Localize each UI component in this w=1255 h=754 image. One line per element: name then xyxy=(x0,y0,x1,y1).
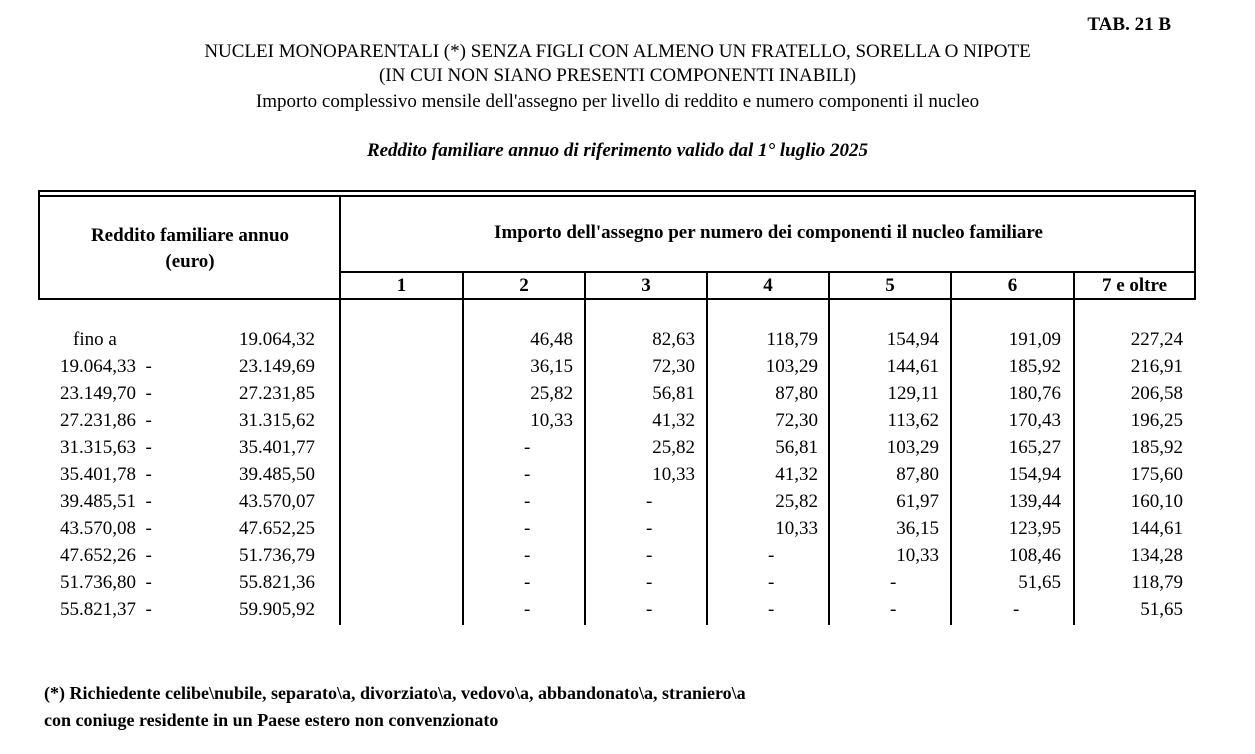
amount-cell: 25,82 xyxy=(775,491,818,512)
amount-cell: 180,76 xyxy=(1008,383,1061,404)
top-border xyxy=(38,190,1196,192)
amount-cell: 36,15 xyxy=(896,518,939,539)
amount-cell: - xyxy=(768,545,775,566)
amount-cell: - xyxy=(890,599,897,620)
income-header xyxy=(40,223,340,275)
table-row xyxy=(38,326,1196,353)
income-from: 47.652,26 - xyxy=(60,545,152,566)
amount-cell: 10,33 xyxy=(775,518,818,539)
income-from: 39.485,51 - xyxy=(60,491,152,512)
amount-cell: 175,60 xyxy=(1130,464,1183,485)
amount-cell: - xyxy=(890,572,897,593)
amount-cell: 123,95 xyxy=(1008,518,1061,539)
amount-cell: - xyxy=(646,545,653,566)
columns-divider xyxy=(38,298,1196,300)
amount-cell: 51,65 xyxy=(1140,599,1183,620)
amount-cell: 41,32 xyxy=(775,464,818,485)
amount-cell: 118,79 xyxy=(766,329,818,350)
income-to: 27.231,85 xyxy=(239,383,315,404)
amount-cell: 134,28 xyxy=(1130,545,1183,566)
amount-cell: - xyxy=(646,491,653,512)
column-header: 5 xyxy=(885,275,895,296)
income-from: 35.401,78 - xyxy=(60,464,152,485)
income-from: 43.570,08 - xyxy=(60,518,152,539)
amount-cell: 51,65 xyxy=(1018,572,1061,593)
column-header: 1 xyxy=(396,275,407,296)
amount-cell: - xyxy=(768,572,775,593)
amount-cell: 206,58 xyxy=(1130,383,1183,404)
page-title: NUCLEI MONOPARENTALI (*) SENZA FIGLI CON ALMENO UN FRATELLO, SORELLA O NIPOTE xyxy=(204,41,1031,62)
amount-cell: 103,29 xyxy=(765,356,818,377)
amount-cell: - xyxy=(524,572,531,593)
amount-cell: 196,25 xyxy=(1130,410,1183,431)
header-divider xyxy=(341,271,1196,273)
income-to: 55.821,36 xyxy=(239,572,315,593)
top-border-inner xyxy=(38,195,1196,197)
amount-cell: 87,80 xyxy=(896,464,939,485)
amount-cell: 103,29 xyxy=(886,437,939,458)
amount-cell: 72,30 xyxy=(652,356,695,377)
column-header: 3 xyxy=(641,275,651,296)
right-border xyxy=(1194,190,1196,300)
amount-cell: - xyxy=(1013,599,1020,620)
amount-cell: - xyxy=(524,437,531,458)
income-to: 51.736,79 xyxy=(239,545,315,566)
page-subtitle: Reddito familiare annuo di riferimento valido dal 1° luglio 2025 xyxy=(366,140,869,161)
amount-cell: 87,80 xyxy=(775,383,818,404)
amount-cell: - xyxy=(646,599,653,620)
amount-cell: 46,48 xyxy=(530,329,573,350)
amount-cell: 191,09 xyxy=(1008,329,1061,350)
amount-cell: 113,62 xyxy=(887,410,939,431)
table-row xyxy=(38,461,1196,488)
amount-cell: - xyxy=(524,491,531,512)
amount-cell: - xyxy=(768,599,775,620)
amount-cell: 185,92 xyxy=(1008,356,1061,377)
column-header: 7 e oltre xyxy=(1101,275,1168,296)
table-row xyxy=(38,380,1196,407)
amount-cell: 56,81 xyxy=(652,383,695,404)
amount-cell: - xyxy=(524,518,531,539)
amount-cell: 36,15 xyxy=(530,356,573,377)
amount-cell: 154,94 xyxy=(886,329,939,350)
income-header-line1: Reddito familiare annuo xyxy=(90,225,290,246)
amount-cell: 108,46 xyxy=(1008,545,1061,566)
amount-cell: 227,24 xyxy=(1130,329,1183,350)
amount-cell: 10,33 xyxy=(530,410,573,431)
amount-cell: 72,30 xyxy=(775,410,818,431)
amount-cell: - xyxy=(524,545,531,566)
income-header-line2: (euro) xyxy=(165,251,215,272)
table-row xyxy=(38,542,1196,569)
amount-cell: 25,82 xyxy=(530,383,573,404)
amount-cell: 41,32 xyxy=(652,410,695,431)
column-header: 2 xyxy=(519,275,529,296)
amount-cell: 216,91 xyxy=(1130,356,1183,377)
amount-cell: 10,33 xyxy=(652,464,695,485)
table-row xyxy=(38,434,1196,461)
amount-cell: 185,92 xyxy=(1130,437,1183,458)
income-to: 19.064,32 xyxy=(239,329,315,350)
amount-cell: - xyxy=(524,599,531,620)
page-description: Importo complessivo mensile dell'assegno per livello di reddito e numero componenti il nucleo xyxy=(255,91,980,112)
table-row xyxy=(38,596,1196,623)
column-header: 6 xyxy=(1007,275,1018,296)
income-from: fino a xyxy=(73,329,117,350)
table-row xyxy=(38,569,1196,596)
income-to: 59.905,92 xyxy=(239,599,315,620)
footnote-line1: (*) Richiedente celibe\nubile, separato\a, divorziato\a, vedovo\a, abbandonato\a, straniero\a xyxy=(44,683,746,703)
income-from: 31.315,63 - xyxy=(60,437,152,458)
amount-cell: 165,27 xyxy=(1008,437,1061,458)
amount-cell: - xyxy=(646,518,653,539)
amount-cell: 61,97 xyxy=(896,491,939,512)
table-row xyxy=(38,353,1196,380)
amount-cell: 10,33 xyxy=(896,545,939,566)
income-from: 27.231,86 - xyxy=(60,410,152,431)
table-row xyxy=(38,488,1196,515)
amount-cell: 139,44 xyxy=(1008,491,1061,512)
table-row xyxy=(38,515,1196,542)
amount-cell: 154,94 xyxy=(1008,464,1061,485)
amount-cell: 144,61 xyxy=(886,356,939,377)
amount-header: Importo dell'assegno per numero dei componenti il nucleo familiare xyxy=(494,222,1043,243)
income-to: 23.149,69 xyxy=(239,356,315,377)
page-title-line2: (IN CUI NON SIANO PRESENTI COMPONENTI INABILI) xyxy=(378,65,857,86)
income-from: 19.064,33 - xyxy=(60,356,152,377)
income-to: 35.401,77 xyxy=(239,437,315,458)
amount-cell: 170,43 xyxy=(1008,410,1061,431)
amount-cell: 144,61 xyxy=(1130,518,1183,539)
income-from: 23.149,70 - xyxy=(60,383,152,404)
income-from: 51.736,80 - xyxy=(60,572,152,593)
table-row xyxy=(38,407,1196,434)
amount-cell: - xyxy=(524,464,531,485)
income-from: 55.821,37 - xyxy=(60,599,152,620)
footnote xyxy=(44,680,746,734)
table-reference: TAB. 21 B xyxy=(1087,14,1171,35)
amount-cell: 25,82 xyxy=(652,437,695,458)
amount-cell: 56,81 xyxy=(775,437,818,458)
amount-cell: 82,63 xyxy=(652,329,695,350)
amount-cell: 160,10 xyxy=(1130,491,1183,512)
column-header: 4 xyxy=(763,275,773,296)
income-to: 47.652,25 xyxy=(239,518,315,539)
amount-cell: 118,79 xyxy=(1131,572,1183,593)
income-to: 39.485,50 xyxy=(239,464,315,485)
amount-cell: - xyxy=(646,572,653,593)
income-to: 43.570,07 xyxy=(239,491,315,512)
amount-cell: 129,11 xyxy=(887,383,939,404)
income-to: 31.315,62 xyxy=(239,410,315,431)
footnote-line2: con coniuge residente in un Paese estero non convenzionato xyxy=(44,710,499,730)
